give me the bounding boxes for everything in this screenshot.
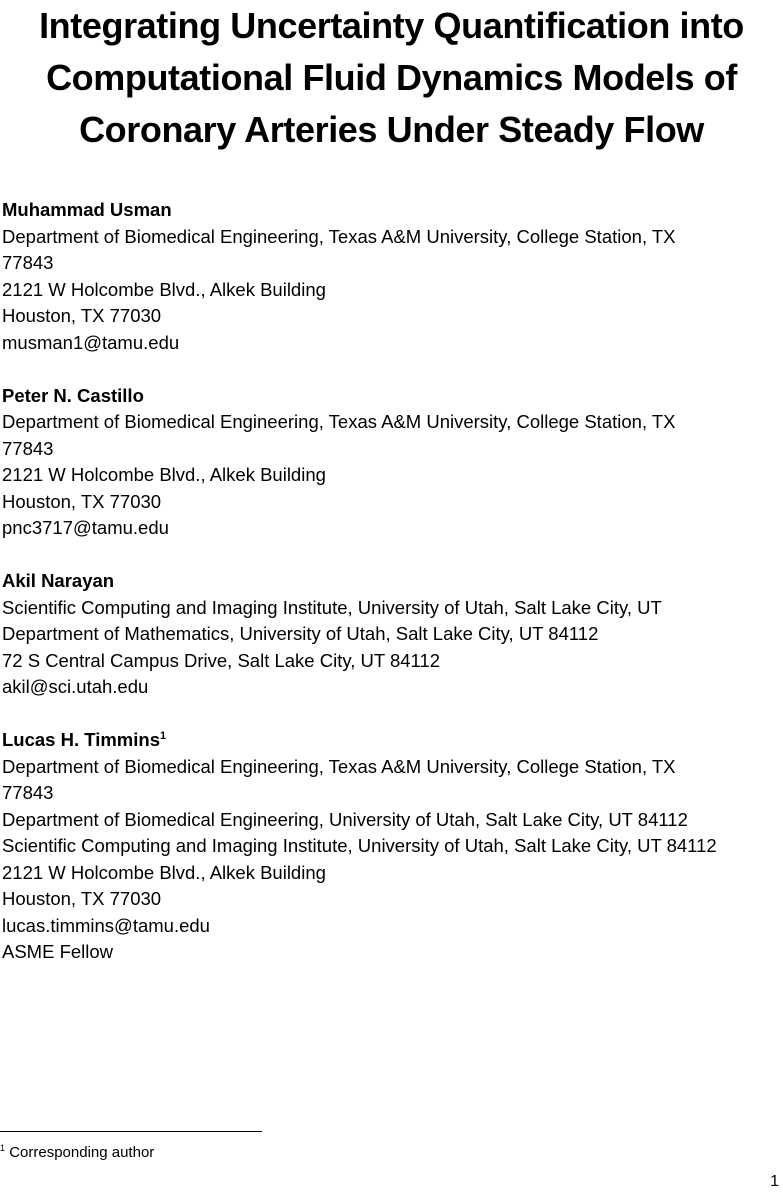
author-block: [2, 197, 780, 356]
author-affiliation: Department of Biomedical Engineering, Texas A&M University, College Station, TX: [2, 755, 676, 777]
author-list: [2, 197, 780, 992]
title-line: Coronary Arteries Under Steady Flow: [79, 109, 704, 150]
author-email: pnc3717@tamu.edu: [2, 517, 169, 538]
page-number: 1: [770, 1173, 779, 1190]
author-affiliation: 77843: [2, 782, 54, 803]
author-email: lucas.timmins@tamu.edu: [2, 914, 210, 936]
footnote-marker: 1: [159, 729, 167, 742]
footnote-text: Corresponding author: [9, 1144, 155, 1161]
author-name: [2, 727, 780, 754]
author-address: Houston, TX 77030: [2, 305, 162, 326]
footnote-divider: [0, 1131, 262, 1132]
author-affiliation: Department of Biomedical Engineering, Texas A&M University, College Station, TX: [2, 411, 676, 432]
author-address: 2121 W Holcombe Blvd., Alkek Building: [2, 278, 326, 300]
author-affiliation: Department of Mathematics, University of Utah, Salt Lake City, UT 84112: [2, 623, 599, 644]
author-affiliation: Department of Biomedical Engineering, University of Utah, Salt Lake City, UT 84112: [2, 808, 688, 830]
footnote-number: 1: [0, 1143, 6, 1153]
author-email: akil@sci.utah.edu: [2, 676, 149, 697]
author-block: [2, 727, 780, 966]
author-email: musman1@tamu.edu: [2, 331, 180, 353]
footnote: [0, 1142, 154, 1164]
author-name: Peter N. Castillo: [2, 384, 144, 406]
title-line: Integrating Uncertainty Quantification into: [39, 5, 744, 46]
author-name: Muhammad Usman: [2, 199, 172, 220]
author-block: [2, 383, 780, 542]
author-affiliation: Department of Biomedical Engineering, Texas A&M University, College Station, TX: [2, 225, 676, 247]
author-affiliation: Scientific Computing and Imaging Institute, University of Utah, Salt Lake City, UT 84112: [2, 835, 717, 856]
author-address: 2121 W Holcombe Blvd., Alkek Building: [2, 464, 326, 485]
author-affiliation: 77843: [2, 252, 54, 273]
author-affiliation: 77843: [2, 437, 54, 459]
title-line: Computational Fluid Dynamics Models of: [46, 57, 737, 98]
author-distinction: ASME Fellow: [2, 941, 114, 962]
author-affiliation: Scientific Computing and Imaging Institute, University of Utah, Salt Lake City, UT: [2, 596, 662, 618]
paper-title: [0, 0, 783, 156]
author-name: Akil Narayan: [2, 570, 115, 591]
author-address: Houston, TX 77030: [2, 490, 162, 512]
author-block: [2, 568, 780, 701]
author-address: 72 S Central Campus Drive, Salt Lake City, UT 84112: [2, 649, 441, 671]
author-address: 2121 W Holcombe Blvd., Alkek Building: [2, 861, 326, 883]
author-address: Houston, TX 77030: [2, 888, 162, 909]
author-name-text: Lucas H. Timmins: [2, 729, 160, 750]
